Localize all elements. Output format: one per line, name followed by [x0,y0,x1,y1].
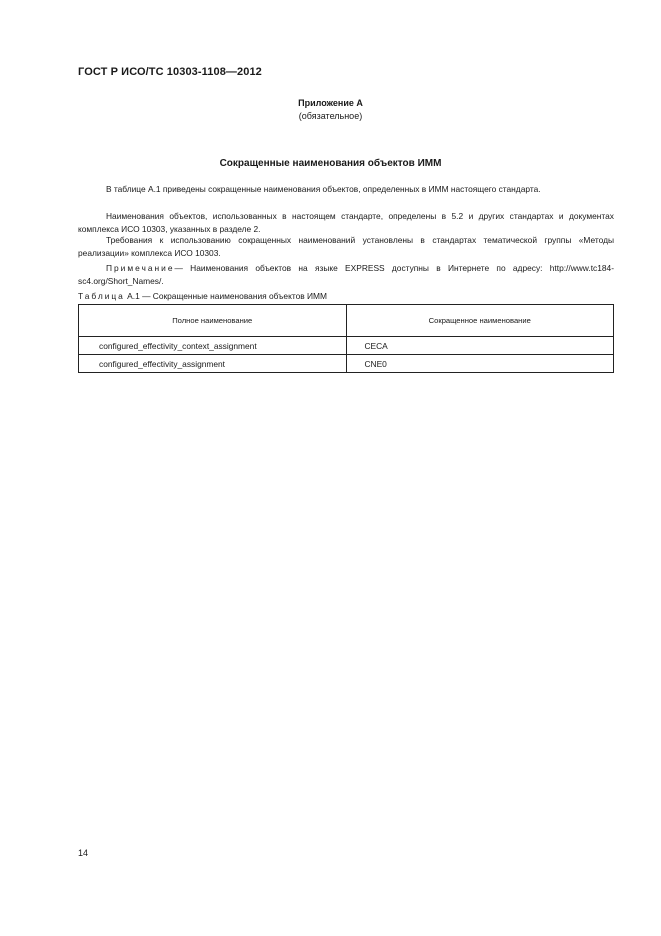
document-header-standard: ГОСТ Р ИСО/ТС 10303-1108—2012 [78,66,262,78]
note-text: — Наименования объектов на языке EXPRESS доступны в Интернете по адресу: http://www.tc184-sc4.org/Short_Names/. [78,263,614,286]
table-cell-short-name: CNE0 [346,355,614,373]
note-paragraph [78,262,614,287]
table-cell-full-name: configured_effectivity_assignment [79,355,347,373]
note-label: Примечание [106,263,175,273]
paragraph-1 [78,183,614,196]
paragraph-1-text: В таблице А.1 приведены сокращенные наименования объектов, определенных в ИММ настоящего стандарта. [106,184,541,194]
table-cell-short-name: CECA [346,337,614,355]
table-row [79,337,614,355]
table-header-full-name: Полное наименование [79,305,347,337]
table-header-short-name: Сокращенное наименование [346,305,614,337]
annex-title: Приложение А [298,98,363,108]
page-number: 14 [78,848,89,858]
short-names-table [78,304,614,373]
paragraph-3 [78,234,614,259]
table-header-row [79,305,614,337]
section-title: Сокращенные наименования объектов ИММ [219,158,442,169]
annex-status: (обязательное) [298,111,363,121]
paragraph-2 [78,210,614,235]
table-row [79,355,614,373]
table-caption-text: А.1 — Сокращенные наименования объектов ИММ [127,291,327,301]
table-caption [78,291,327,301]
table-caption-label: Таблица [78,291,125,301]
paragraph-3-text: Требования к использованию сокращенных наименований установлены в стандартах тематической группы «Методы реализации» комплекса ИСО 10303. [78,235,614,258]
paragraph-2-text: Наименования объектов, использованных в настоящем стандарте, определены в 5.2 и других стандартах и документах комплекса ИСО 10303, указанных в разделе 2. [78,211,614,234]
table-cell-full-name: configured_effectivity_context_assignment [79,337,347,355]
